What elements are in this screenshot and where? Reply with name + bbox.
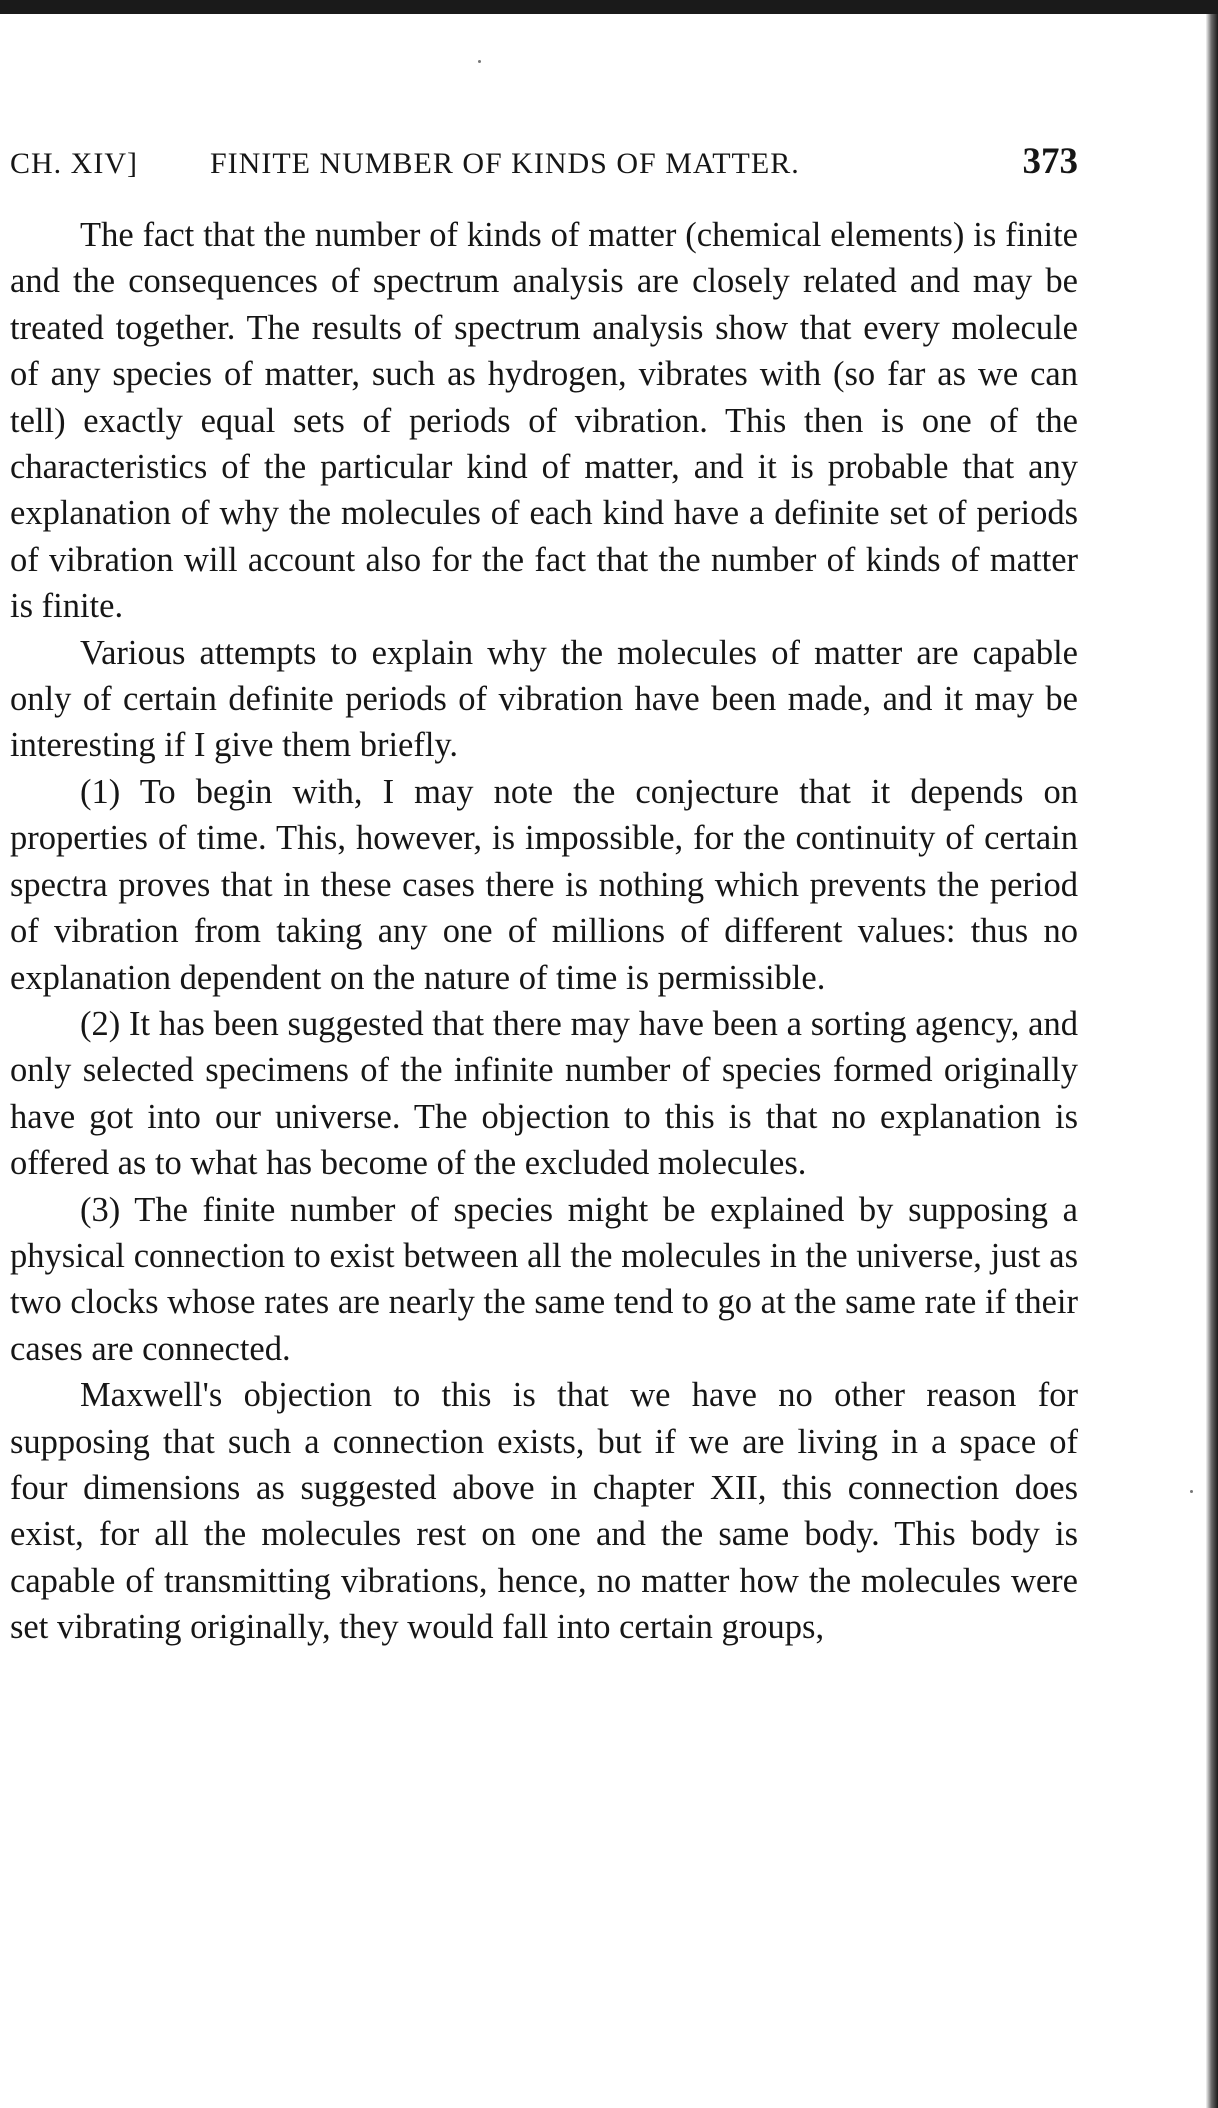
running-head xyxy=(10,140,1078,190)
paragraph-maxwell-objection: Maxwell's objection to this is that we have no other reason for supposing that such a connection exists, but if we are living in a space of four dimensions as suggested above in chapter XII, this connection does exist, for all the molecules rest on one and the same body. This body is capable of transmitting vibrations, hence, no matter how the molecules were set vibrating originally, they would fall into certain groups, xyxy=(10,1376,1078,1647)
scan-right-edge xyxy=(1206,14,1218,2108)
scan-speck xyxy=(1190,1490,1193,1493)
chapter-label: CH. XIV] xyxy=(10,147,138,180)
paragraph-spectrum-analysis: The fact that the number of kinds of matter (chemical elements) is finite and the consequences of spectrum analysis are closely related and may be treated together. The results of spectrum analysis show that every molecule of any species of matter, such as hydrogen, vibrates with (so far as we can tell) exactly equal sets of periods of vibration. This then is one of the characteristics of the particular kind of matter, and it is probable that any explanation of why the molecules of each kind have a definite set of periods of vibration will account also for the fact that the number of kinds of matter is finite. xyxy=(10,216,1078,626)
paragraph-physical-connection: (3) The finite number of species might be explained by supposing a physical connection to exist between all the molecules in the universe, just as two clocks whose rates are nearly the same tend to go at the same rate if their cases are connected. xyxy=(10,1190,1078,1368)
scan-speck xyxy=(478,60,481,63)
paragraph-sorting-agency: (2) It has been suggested that there may have been a sorting agency, and only selected specimens of the infinite number of species formed originally have got into our universe. The objection to this is that no explanation is offered as to what has become of the excluded molecules. xyxy=(10,1004,1078,1183)
paragraph-properties-of-time: (1) To begin with, I may note the conjecture that it depends on properties of time. This, however, is impossible, for the continuity of certain spectra proves that in these cases there is nothing which prevents the period of vibration from taking any one of millions of different values: thus no explanation dependent on the nature of time is permissible. xyxy=(10,772,1078,997)
book-page xyxy=(10,140,1078,1651)
scan-top-edge xyxy=(0,0,1218,14)
paragraph-various-attempts: Various attempts to explain why the molecules of matter are capable only of certain definite periods of vibration have been made, and it may be interesting if I give them briefly. xyxy=(10,633,1078,765)
page-number: 373 xyxy=(1022,141,1078,182)
running-title: FINITE NUMBER OF KINDS OF MATTER. xyxy=(210,147,800,180)
